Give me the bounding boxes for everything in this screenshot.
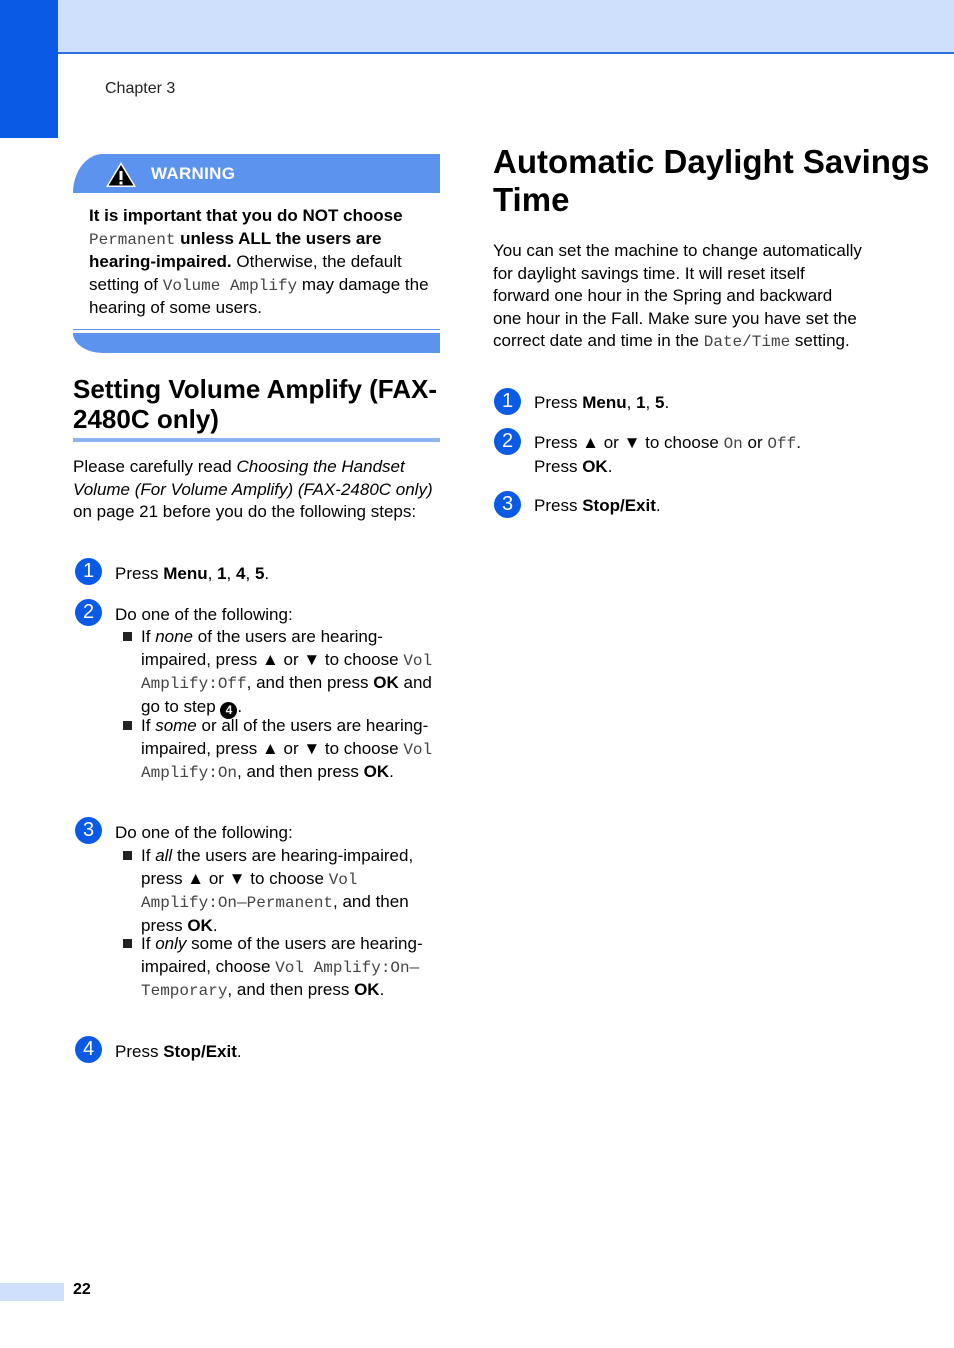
dst-step-1: Press Menu, 1, 5. [534,393,670,412]
step-number-3: 3 [494,491,521,518]
footer-bar [0,1283,64,1301]
step-number-2: 2 [75,599,102,626]
step-number-3: 3 [75,817,102,844]
volume-step-3-option-a: If all the users are hearing-impaired, press ▲ or ▼ to choose Vol Amplify:On—Permanent, and then press OK. [141,846,414,935]
dst-section-heading: Automatic Daylight Savings Time [493,143,930,218]
dst-intro: You can set the machine to change automatically for daylight savings time. It will reset itself forward one hour in the Spring and backward one hour in the Fall. Make sure you have set the correct date and time in the Date/Time setting. [493,241,862,351]
page-number: 22 [73,1281,91,1298]
step-number-1: 1 [75,558,102,585]
volume-step-2-option-b: If some or all of the users are hearing-impaired, press ▲ or ▼ to choose Vol Amplify:On, and then press OK. [141,716,433,782]
chapter-tab [0,0,58,138]
header-band [58,0,954,54]
step-number-1: 1 [494,388,521,415]
step-ref-4: 4 [220,702,237,719]
bullet [123,851,132,860]
volume-step-4: Press Stop/Exit. [115,1042,242,1061]
warning-text: It is important that you do NOT choose Permanent unless ALL the users are hearing-impaired. Otherwise, the default setting of Volume Amplify may damage the hearing of some users. [89,206,429,317]
dst-step-2: Press ▲ or ▼ to choose On or Off. Press OK. [534,433,801,476]
step-number-4: 4 [75,1036,102,1063]
warning-header [73,154,440,193]
volume-section-heading: Setting Volume Amplify (FAX-2480C only) [73,374,438,434]
volume-step-2-intro: Do one of the following: [115,605,293,624]
warning-divider [73,329,440,330]
volume-step-3-intro: Do one of the following: [115,823,293,842]
chapter-label: Chapter 3 [105,80,176,97]
volume-intro: Please carefully read Choosing the Handset Volume (For Volume Amplify) (FAX-2480C only) on page 21 before you do the following steps: [73,457,433,521]
warning-icon [105,161,137,188]
warning-label: WARNING [151,164,236,183]
step-number-2: 2 [494,428,521,455]
dst-step-3: Press Stop/Exit. [534,496,661,515]
bullet [123,632,132,641]
volume-step-1: Press Menu, 1, 4, 5. [115,564,270,583]
bullet [123,721,132,730]
volume-step-3-option-b: If only some of the users are hearing-impaired, choose Vol Amplify:On—Temporary, and then press OK. [141,934,423,1000]
volume-step-2-option-a: If none of the users are hearing-impaired, press ▲ or ▼ to choose Vol Amplify:Off, and then press OK and go to step 4 . [141,627,433,717]
bullet [123,939,132,948]
warning-footer [73,333,440,353]
section-rule [73,438,440,442]
